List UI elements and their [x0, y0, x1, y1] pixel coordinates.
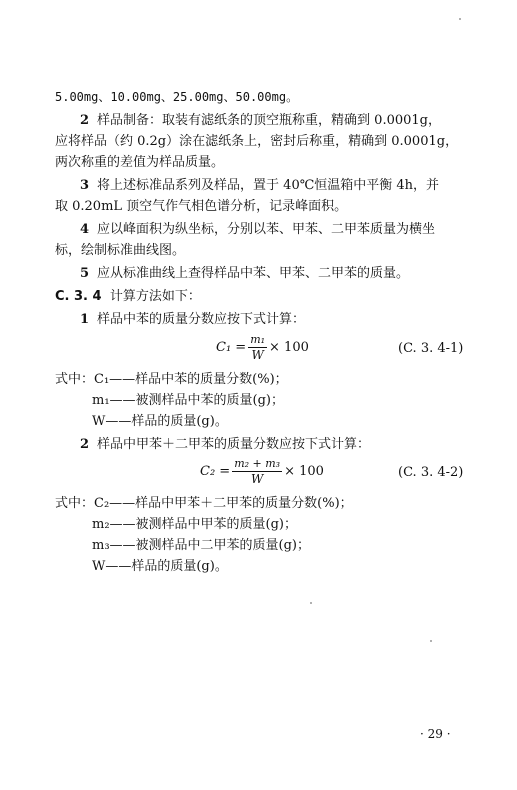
section-c-3-4 [55, 287, 470, 307]
legend-1-prefix: 式中： [55, 372, 95, 387]
section-title: 计算方法如下： [109, 289, 201, 304]
step-2-line-1 [80, 111, 495, 131]
formula-1-multiplier: × 100 [269, 339, 309, 355]
formula-1-lhs: C₁ = [216, 339, 247, 355]
legend-2-w: W——样品的质量(g)。 [92, 559, 228, 574]
step-5-text: 应从标准曲线上查得样品中苯、甲苯、二甲苯的质量。 [97, 266, 410, 281]
calc-1-number: 1 [80, 312, 90, 327]
formula-1-numerator: m₁ [250, 333, 266, 346]
calc-2-number: 2 [80, 437, 90, 452]
step-3-text-a: 将上述标准品系列及样品，置于 40℃恒温箱中平衡 4h，并 [97, 178, 440, 193]
formula-2-numerator: m₂ + m₃ [234, 457, 281, 470]
formula-2-multiplier: × 100 [284, 463, 324, 479]
step-5-number: 5 [80, 266, 90, 281]
formula-2-fraction [232, 457, 282, 486]
scan-speck [310, 602, 312, 604]
calc-2-intro [80, 435, 495, 455]
step-3-line-1 [80, 176, 495, 196]
formula-2-number: (C. 3. 4-2) [398, 465, 464, 480]
legend-1-line-1 [55, 370, 288, 390]
legend-1-w: W——样品的质量(g)。 [92, 414, 228, 429]
step-3-line-2: 取 0.20mL 顶空气作气相色谱分析，记录峰面积。 [55, 199, 348, 214]
formula-c1 [216, 333, 309, 362]
step-4-line-2: 标，绘制标准曲线图。 [55, 243, 186, 258]
legend-2-line-1 [55, 494, 353, 514]
step-4-text-a: 应以峰面积为纵坐标，分别以苯、甲苯、二甲苯质量为横坐 [97, 222, 436, 237]
step-4-number: 4 [80, 222, 90, 237]
formula-1-number: (C. 3. 4-1) [398, 341, 464, 356]
step-5-line [80, 264, 495, 284]
page-number: · 29 · [420, 727, 451, 741]
step-2-number: 2 [80, 113, 90, 128]
step-2-line-3: 两次称重的差值为样品质量。 [55, 155, 225, 170]
step-3-number: 3 [80, 178, 90, 193]
formula-2-denominator: W [250, 472, 264, 486]
formula-1-fraction [248, 333, 267, 362]
formula-1-denominator: W [251, 348, 264, 362]
legend-2-c2: C₂——样品中甲苯＋二甲苯的质量分数(%)； [94, 496, 353, 511]
legend-2-prefix: 式中： [55, 496, 95, 511]
scan-speck [430, 640, 432, 642]
step-4-line-1 [80, 220, 495, 240]
legend-1-c1: C₁——样品中苯的质量分数(%)； [94, 372, 288, 387]
legend-2-m2: m₂——被测样品中甲苯的质量(g)； [92, 517, 298, 532]
step-2-text-a: 样品制备：取装有滤纸条的顶空瓶称重，精确到 0.0001g， [97, 113, 441, 128]
calc-1-intro [80, 310, 495, 330]
step-2-line-2: 应将样品（约 0.2g）涂在滤纸条上，密封后称重，精确到 0.0001g， [55, 134, 459, 149]
standard-series-line: 5.00mg、10.00mg、25.00mg、50.00mg。 [55, 90, 299, 104]
calc-2-text: 样品中甲苯＋二甲苯的质量分数应按下式计算： [97, 437, 371, 452]
formula-2-lhs: C₂ = [200, 463, 231, 479]
scan-speck [459, 18, 461, 20]
calc-1-text: 样品中苯的质量分数应按下式计算： [97, 312, 306, 327]
section-number: C. 3. 4 [55, 289, 102, 304]
legend-1-m1: m₁——被测样品中苯的质量(g)； [92, 393, 285, 408]
formula-c2 [200, 457, 324, 486]
legend-2-m3: m₃——被测样品中二甲苯的质量(g)； [92, 538, 311, 553]
